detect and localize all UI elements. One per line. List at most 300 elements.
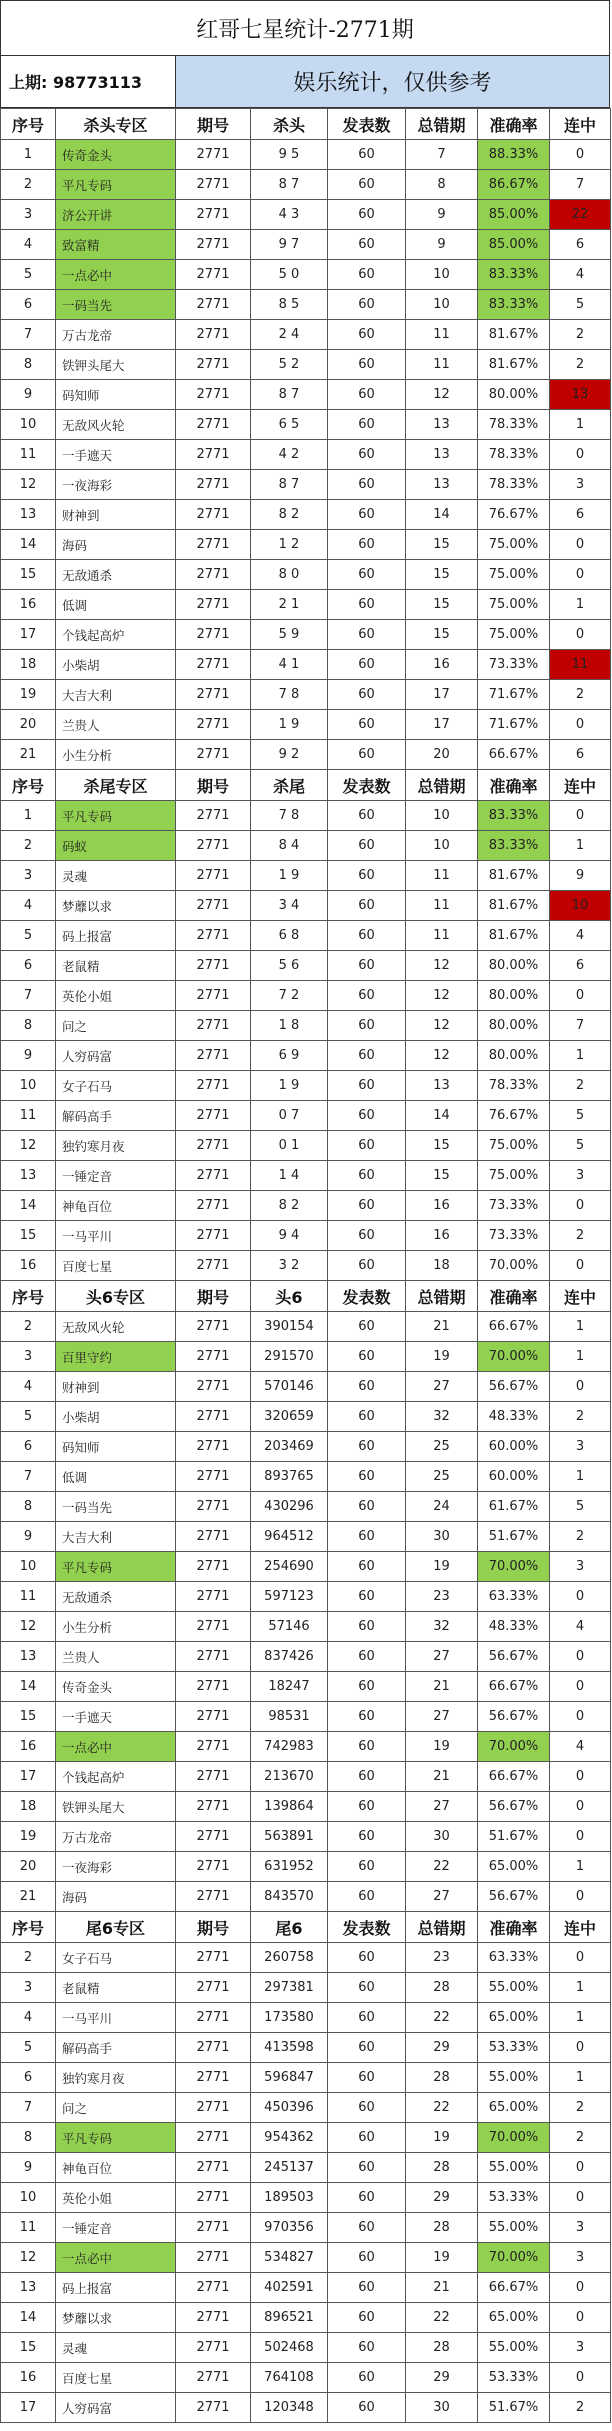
cell-index: 3: [1, 1342, 56, 1372]
cell-miss-count: 11: [406, 861, 478, 891]
cell-issue: 2771: [176, 1642, 251, 1672]
cell-predictor-name: 平凡专码: [56, 2123, 176, 2153]
cell-published-count: 60: [328, 1432, 406, 1462]
cell-pick: 596847: [251, 2063, 328, 2093]
cell-issue: 2771: [176, 620, 251, 650]
cell-issue: 2771: [176, 380, 251, 410]
cell-predictor-name: 梦蘼以求: [56, 891, 176, 921]
cell-miss-count: 21: [406, 1762, 478, 1792]
cell-pick: 563891: [251, 1822, 328, 1852]
table-row: [1, 891, 611, 921]
column-header-miss-count: 总错期: [406, 770, 478, 801]
cell-accuracy: 55.00%: [478, 2153, 550, 2183]
cell-published-count: 60: [328, 861, 406, 891]
cell-index: 13: [1, 2273, 56, 2303]
section-header-row: [1, 1281, 611, 1312]
cell-issue: 2771: [176, 410, 251, 440]
cell-issue: 2771: [176, 1822, 251, 1852]
cell-index: 5: [1, 260, 56, 290]
cell-index: 4: [1, 1372, 56, 1402]
cell-published-count: 60: [328, 1522, 406, 1552]
cell-index: 14: [1, 1672, 56, 1702]
subheader: [0, 56, 610, 108]
stats-table-body: [1, 109, 611, 2423]
cell-miss-count: 17: [406, 710, 478, 740]
cell-pick: 18247: [251, 1672, 328, 1702]
cell-pick: 245137: [251, 2153, 328, 2183]
cell-miss-count: 23: [406, 1943, 478, 1973]
cell-issue: 2771: [176, 530, 251, 560]
column-header-issue: 期号: [176, 770, 251, 801]
table-row: [1, 530, 611, 560]
cell-streak: 1: [550, 590, 611, 620]
cell-predictor-name: 问之: [56, 1011, 176, 1041]
cell-issue: 2771: [176, 1792, 251, 1822]
cell-predictor-name: 女子石马: [56, 1943, 176, 1973]
cell-index: 16: [1, 1251, 56, 1281]
cell-index: 2: [1, 831, 56, 861]
cell-index: 8: [1, 2123, 56, 2153]
table-row: [1, 410, 611, 440]
cell-predictor-name: 百度七星: [56, 1251, 176, 1281]
cell-accuracy: 66.67%: [478, 2273, 550, 2303]
cell-pick: 5 9: [251, 620, 328, 650]
cell-accuracy: 60.00%: [478, 1462, 550, 1492]
cell-miss-count: 27: [406, 1642, 478, 1672]
column-header-predictor-name: 杀尾专区: [56, 770, 176, 801]
cell-accuracy: 53.33%: [478, 2033, 550, 2063]
table-row: [1, 2183, 611, 2213]
cell-accuracy: 56.67%: [478, 1372, 550, 1402]
table-row: [1, 2033, 611, 2063]
cell-miss-count: 30: [406, 1822, 478, 1852]
cell-accuracy: 65.00%: [478, 2093, 550, 2123]
cell-published-count: 60: [328, 740, 406, 770]
cell-accuracy: 83.33%: [478, 290, 550, 320]
cell-published-count: 60: [328, 2363, 406, 2393]
cell-predictor-name: 无敌风火轮: [56, 1312, 176, 1342]
cell-streak: 1: [550, 1041, 611, 1071]
cell-accuracy: 56.67%: [478, 1702, 550, 1732]
table-row: [1, 2063, 611, 2093]
cell-pick: 9 4: [251, 1221, 328, 1251]
cell-published-count: 60: [328, 1312, 406, 1342]
cell-issue: 2771: [176, 2213, 251, 2243]
cell-accuracy: 85.00%: [478, 200, 550, 230]
cell-accuracy: 81.67%: [478, 861, 550, 891]
cell-miss-count: 28: [406, 2213, 478, 2243]
cell-streak: 0: [550, 1372, 611, 1402]
cell-predictor-name: 平凡专码: [56, 1552, 176, 1582]
cell-published-count: 60: [328, 1882, 406, 1912]
table-row: [1, 1492, 611, 1522]
cell-published-count: 60: [328, 2273, 406, 2303]
table-row: [1, 1702, 611, 1732]
column-header-issue: 期号: [176, 109, 251, 140]
cell-streak: 4: [550, 260, 611, 290]
cell-pick: 893765: [251, 1462, 328, 1492]
cell-published-count: 60: [328, 1251, 406, 1281]
cell-streak: 5: [550, 1131, 611, 1161]
cell-pick: 213670: [251, 1762, 328, 1792]
cell-published-count: 60: [328, 1943, 406, 1973]
cell-accuracy: 55.00%: [478, 2333, 550, 2363]
cell-index: 8: [1, 350, 56, 380]
cell-miss-count: 17: [406, 680, 478, 710]
cell-pick: 4 1: [251, 650, 328, 680]
cell-miss-count: 15: [406, 1161, 478, 1191]
cell-streak: 0: [550, 140, 611, 170]
cell-accuracy: 70.00%: [478, 1342, 550, 1372]
cell-accuracy: 66.67%: [478, 1762, 550, 1792]
cell-predictor-name: 兰贵人: [56, 710, 176, 740]
cell-pick: 4 3: [251, 200, 328, 230]
cell-miss-count: 7: [406, 140, 478, 170]
cell-issue: 2771: [176, 740, 251, 770]
cell-pick: 413598: [251, 2033, 328, 2063]
cell-miss-count: 14: [406, 500, 478, 530]
cell-pick: 742983: [251, 1732, 328, 1762]
cell-accuracy: 70.00%: [478, 2123, 550, 2153]
table-row: [1, 230, 611, 260]
column-header-published-count: 发表数: [328, 1281, 406, 1312]
cell-predictor-name: 小生分析: [56, 740, 176, 770]
cell-issue: 2771: [176, 1612, 251, 1642]
cell-streak: 1: [550, 1973, 611, 2003]
cell-pick: 1 9: [251, 710, 328, 740]
cell-predictor-name: 百度七星: [56, 2363, 176, 2393]
cell-streak: 1: [550, 831, 611, 861]
cell-predictor-name: 一夜海彩: [56, 1852, 176, 1882]
table-row: [1, 1732, 611, 1762]
cell-pick: 8 7: [251, 470, 328, 500]
table-row: [1, 440, 611, 470]
cell-pick: 8 4: [251, 831, 328, 861]
cell-published-count: 60: [328, 1582, 406, 1612]
cell-miss-count: 19: [406, 2123, 478, 2153]
cell-index: 10: [1, 1552, 56, 1582]
table-row: [1, 951, 611, 981]
cell-index: 3: [1, 200, 56, 230]
cell-accuracy: 83.33%: [478, 260, 550, 290]
cell-index: 12: [1, 470, 56, 500]
cell-predictor-name: 英伦小姐: [56, 2183, 176, 2213]
cell-miss-count: 11: [406, 350, 478, 380]
cell-streak: 0: [550, 801, 611, 831]
cell-predictor-name: 人穷码富: [56, 1041, 176, 1071]
cell-published-count: 60: [328, 2093, 406, 2123]
cell-pick: 402591: [251, 2273, 328, 2303]
stats-table: [0, 108, 611, 2423]
cell-index: 12: [1, 2243, 56, 2273]
cell-pick: 631952: [251, 1852, 328, 1882]
table-row: [1, 2153, 611, 2183]
table-row: [1, 2393, 611, 2423]
cell-index: 7: [1, 320, 56, 350]
cell-accuracy: 86.67%: [478, 170, 550, 200]
cell-index: 5: [1, 1402, 56, 1432]
cell-accuracy: 55.00%: [478, 2213, 550, 2243]
cell-pick: 964512: [251, 1522, 328, 1552]
table-row: [1, 470, 611, 500]
column-header-streak: 连中: [550, 1912, 611, 1943]
cell-predictor-name: 无敌风火轮: [56, 410, 176, 440]
cell-published-count: 60: [328, 200, 406, 230]
cell-streak: 0: [550, 560, 611, 590]
cell-pick: 8 0: [251, 560, 328, 590]
cell-streak: 0: [550, 2273, 611, 2303]
cell-pick: 5 2: [251, 350, 328, 380]
cell-published-count: 60: [328, 1762, 406, 1792]
cell-published-count: 60: [328, 2063, 406, 2093]
cell-miss-count: 28: [406, 1973, 478, 2003]
cell-published-count: 60: [328, 831, 406, 861]
cell-miss-count: 16: [406, 1191, 478, 1221]
cell-predictor-name: 一码当先: [56, 1492, 176, 1522]
cell-accuracy: 80.00%: [478, 380, 550, 410]
cell-index: 15: [1, 1221, 56, 1251]
cell-miss-count: 12: [406, 1041, 478, 1071]
cell-miss-count: 25: [406, 1462, 478, 1492]
cell-published-count: 60: [328, 230, 406, 260]
cell-pick: 764108: [251, 2363, 328, 2393]
cell-issue: 2771: [176, 140, 251, 170]
table-row: [1, 1672, 611, 1702]
cell-issue: 2771: [176, 1251, 251, 1281]
cell-index: 21: [1, 740, 56, 770]
table-row: [1, 1251, 611, 1281]
cell-published-count: 60: [328, 2003, 406, 2033]
cell-accuracy: 63.33%: [478, 1582, 550, 1612]
cell-pick: 8 2: [251, 1191, 328, 1221]
column-header-predictor-name: 杀头专区: [56, 109, 176, 140]
page-title: 红哥七星统计-2771期: [0, 0, 610, 56]
table-row: [1, 560, 611, 590]
cell-index: 14: [1, 2303, 56, 2333]
cell-index: 6: [1, 1432, 56, 1462]
cell-published-count: 60: [328, 1822, 406, 1852]
cell-streak: 13: [550, 380, 611, 410]
cell-published-count: 60: [328, 2153, 406, 2183]
table-row: [1, 380, 611, 410]
cell-issue: 2771: [176, 981, 251, 1011]
cell-streak: 0: [550, 2183, 611, 2213]
cell-index: 14: [1, 530, 56, 560]
cell-index: 10: [1, 410, 56, 440]
cell-streak: 0: [550, 1582, 611, 1612]
table-row: [1, 1432, 611, 1462]
cell-index: 16: [1, 590, 56, 620]
cell-streak: 1: [550, 410, 611, 440]
cell-accuracy: 80.00%: [478, 981, 550, 1011]
cell-issue: 2771: [176, 1342, 251, 1372]
table-row: [1, 2213, 611, 2243]
cell-issue: 2771: [176, 1732, 251, 1762]
cell-predictor-name: 一夜海彩: [56, 470, 176, 500]
cell-accuracy: 81.67%: [478, 891, 550, 921]
cell-predictor-name: 济公开讲: [56, 200, 176, 230]
cell-accuracy: 56.67%: [478, 1792, 550, 1822]
cell-predictor-name: 个钱起高炉: [56, 1762, 176, 1792]
cell-miss-count: 8: [406, 170, 478, 200]
cell-index: 15: [1, 560, 56, 590]
cell-issue: 2771: [176, 2363, 251, 2393]
table-row: [1, 1882, 611, 1912]
table-row: [1, 1762, 611, 1792]
cell-predictor-name: 低调: [56, 590, 176, 620]
table-row: [1, 1973, 611, 2003]
cell-predictor-name: 梦蘼以求: [56, 2303, 176, 2333]
table-row: [1, 1552, 611, 1582]
table-row: [1, 290, 611, 320]
cell-issue: 2771: [176, 1131, 251, 1161]
cell-streak: 2: [550, 1402, 611, 1432]
cell-accuracy: 76.67%: [478, 500, 550, 530]
cell-pick: 970356: [251, 2213, 328, 2243]
cell-index: 13: [1, 500, 56, 530]
column-header-streak: 连中: [550, 109, 611, 140]
cell-published-count: 60: [328, 1973, 406, 2003]
cell-issue: 2771: [176, 2033, 251, 2063]
cell-streak: 3: [550, 1432, 611, 1462]
cell-miss-count: 29: [406, 2183, 478, 2213]
cell-streak: 0: [550, 1702, 611, 1732]
cell-index: 2: [1, 1312, 56, 1342]
cell-pick: 189503: [251, 2183, 328, 2213]
cell-index: 10: [1, 1071, 56, 1101]
column-header-index: 序号: [1, 770, 56, 801]
cell-streak: 0: [550, 1762, 611, 1792]
cell-streak: 0: [550, 2303, 611, 2333]
cell-accuracy: 65.00%: [478, 2003, 550, 2033]
cell-streak: 1: [550, 2063, 611, 2093]
cell-streak: 5: [550, 290, 611, 320]
cell-streak: 10: [550, 891, 611, 921]
table-row: [1, 2333, 611, 2363]
cell-index: 2: [1, 1943, 56, 1973]
cell-miss-count: 24: [406, 1492, 478, 1522]
cell-index: 7: [1, 1462, 56, 1492]
cell-streak: 5: [550, 1101, 611, 1131]
cell-index: 3: [1, 861, 56, 891]
cell-index: 8: [1, 1011, 56, 1041]
table-row: [1, 1041, 611, 1071]
cell-predictor-name: 兰贵人: [56, 1642, 176, 1672]
cell-streak: 2: [550, 680, 611, 710]
cell-issue: 2771: [176, 891, 251, 921]
cell-accuracy: 78.33%: [478, 440, 550, 470]
cell-published-count: 60: [328, 560, 406, 590]
cell-published-count: 60: [328, 2243, 406, 2273]
cell-pick: 254690: [251, 1552, 328, 1582]
cell-pick: 0 1: [251, 1131, 328, 1161]
table-row: [1, 1221, 611, 1251]
cell-pick: 534827: [251, 2243, 328, 2273]
cell-miss-count: 29: [406, 2363, 478, 2393]
cell-accuracy: 71.67%: [478, 680, 550, 710]
cell-streak: 2: [550, 1522, 611, 1552]
cell-pick: 450396: [251, 2093, 328, 2123]
table-row: [1, 590, 611, 620]
cell-predictor-name: 神龟百位: [56, 2153, 176, 2183]
cell-index: 12: [1, 1612, 56, 1642]
cell-predictor-name: 女子石马: [56, 1071, 176, 1101]
table-row: [1, 650, 611, 680]
cell-accuracy: 70.00%: [478, 1251, 550, 1281]
cell-published-count: 60: [328, 1702, 406, 1732]
column-header-index: 序号: [1, 1912, 56, 1943]
column-header-index: 序号: [1, 109, 56, 140]
cell-index: 7: [1, 2093, 56, 2123]
cell-predictor-name: 百里守约: [56, 1342, 176, 1372]
cell-issue: 2771: [176, 2273, 251, 2303]
cell-streak: 6: [550, 500, 611, 530]
cell-published-count: 60: [328, 380, 406, 410]
cell-accuracy: 81.67%: [478, 921, 550, 951]
cell-streak: 0: [550, 981, 611, 1011]
cell-index: 8: [1, 1492, 56, 1522]
cell-issue: 2771: [176, 2303, 251, 2333]
cell-miss-count: 11: [406, 921, 478, 951]
cell-miss-count: 13: [406, 470, 478, 500]
cell-pick: 2 4: [251, 320, 328, 350]
cell-predictor-name: 无敌通杀: [56, 560, 176, 590]
cell-accuracy: 73.33%: [478, 1191, 550, 1221]
cell-accuracy: 48.33%: [478, 1612, 550, 1642]
cell-issue: 2771: [176, 1582, 251, 1612]
cell-accuracy: 61.67%: [478, 1492, 550, 1522]
cell-streak: 4: [550, 921, 611, 951]
cell-pick: 7 8: [251, 801, 328, 831]
cell-predictor-name: 海码: [56, 530, 176, 560]
cell-miss-count: 28: [406, 2153, 478, 2183]
table-row: [1, 1131, 611, 1161]
table-row: [1, 1822, 611, 1852]
cell-streak: 2: [550, 2093, 611, 2123]
cell-streak: 3: [550, 1552, 611, 1582]
cell-published-count: 60: [328, 1372, 406, 1402]
cell-published-count: 60: [328, 801, 406, 831]
cell-published-count: 60: [328, 2033, 406, 2063]
cell-index: 15: [1, 2333, 56, 2363]
cell-accuracy: 83.33%: [478, 831, 550, 861]
cell-published-count: 60: [328, 1732, 406, 1762]
table-row: [1, 140, 611, 170]
table-row: [1, 1101, 611, 1131]
cell-index: 11: [1, 1101, 56, 1131]
cell-accuracy: 73.33%: [478, 1221, 550, 1251]
cell-published-count: 60: [328, 891, 406, 921]
cell-predictor-name: 一锤定音: [56, 1161, 176, 1191]
cell-predictor-name: 灵魂: [56, 861, 176, 891]
cell-streak: 0: [550, 1672, 611, 1702]
cell-accuracy: 80.00%: [478, 1011, 550, 1041]
cell-index: 18: [1, 650, 56, 680]
column-header-index: 序号: [1, 1281, 56, 1312]
cell-issue: 2771: [176, 2243, 251, 2273]
cell-published-count: 60: [328, 1492, 406, 1522]
cell-predictor-name: 独钓寒月夜: [56, 1131, 176, 1161]
cell-index: 13: [1, 1161, 56, 1191]
table-row: [1, 680, 611, 710]
cell-streak: 3: [550, 2213, 611, 2243]
cell-pick: 0 7: [251, 1101, 328, 1131]
cell-predictor-name: 解码高手: [56, 1101, 176, 1131]
cell-miss-count: 15: [406, 530, 478, 560]
column-header-published-count: 发表数: [328, 109, 406, 140]
cell-accuracy: 78.33%: [478, 410, 550, 440]
column-header-streak: 连中: [550, 1281, 611, 1312]
